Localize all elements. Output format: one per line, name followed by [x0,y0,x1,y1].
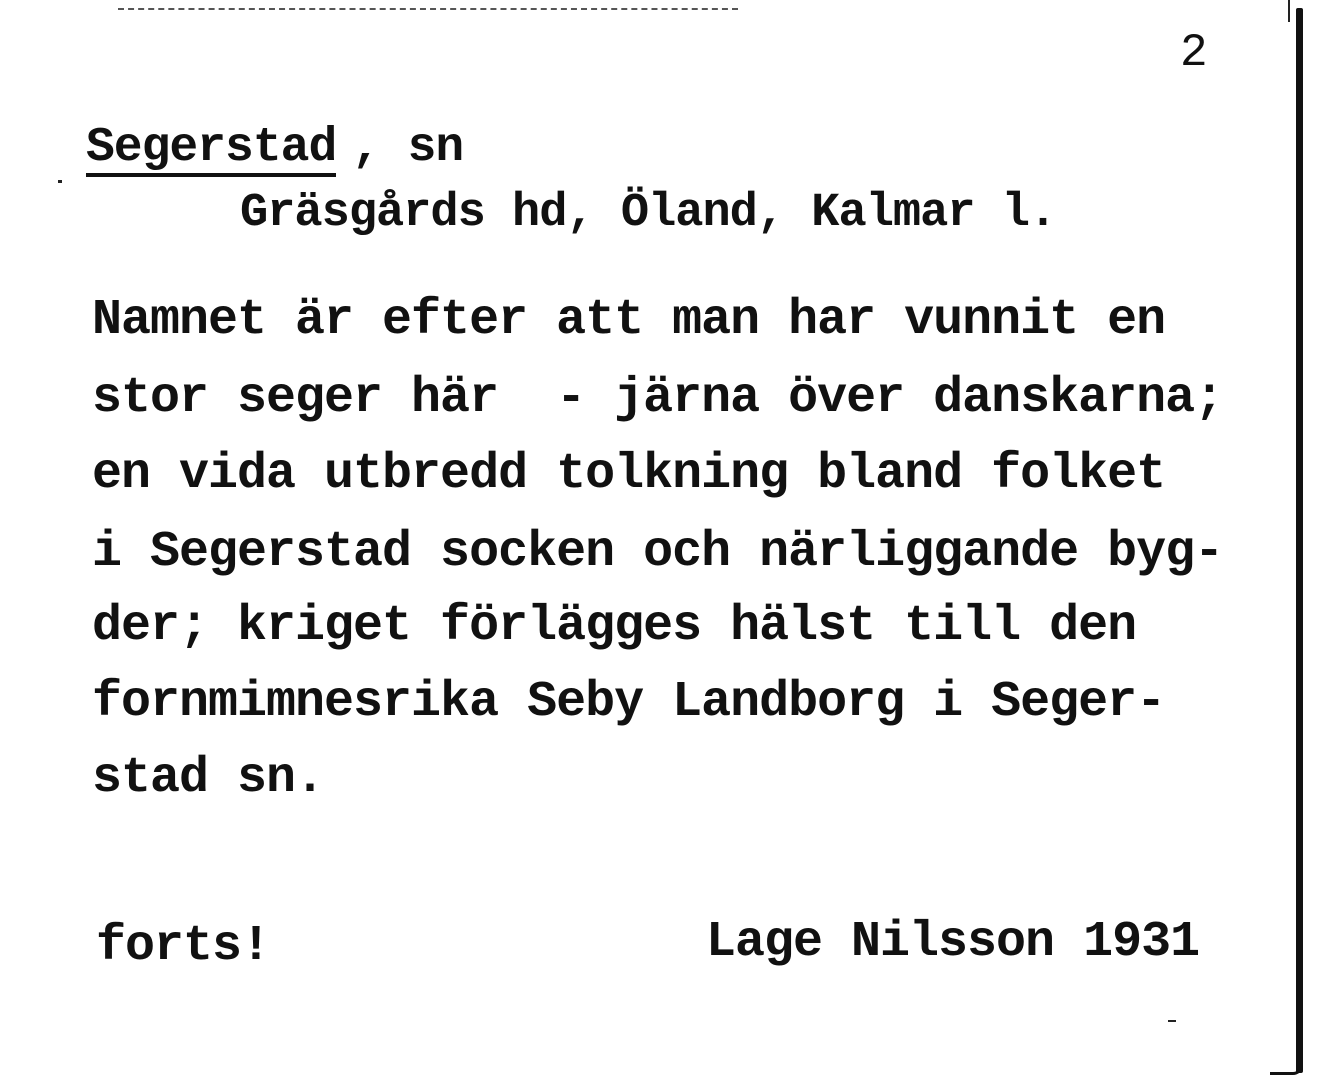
card-corner-mark [1288,0,1290,22]
body-line: fornmimnesrika Seby Landborg i Seger- [92,674,1166,731]
body-line: i Segerstad socken och närliggande byg- [92,524,1224,581]
body-line: stor seger här - järna över danskarna; [92,370,1224,427]
place-name: Segerstad [86,121,337,175]
body-line: stad sn. [92,750,325,807]
card-right-edge [1296,8,1303,1073]
body-line: en vida utbredd tolkning bland folket [92,446,1166,503]
signature: Lage Nilsson 1931 [706,914,1200,971]
place-type: , sn [352,121,464,175]
card-top-edge [118,8,738,10]
scan-speck [1168,1020,1176,1022]
page-number: 2 [1180,27,1207,79]
location-line: Gräsgårds hd, Öland, Kalmar l. [240,187,1057,240]
card-bottom-corner [1270,1058,1303,1075]
continued-note: forts! [96,918,271,975]
body-line: der; kriget förlägges hälst till den [92,598,1137,655]
body-line: Namnet är efter att man har vunnit en [92,292,1166,349]
scan-speck [58,180,62,183]
